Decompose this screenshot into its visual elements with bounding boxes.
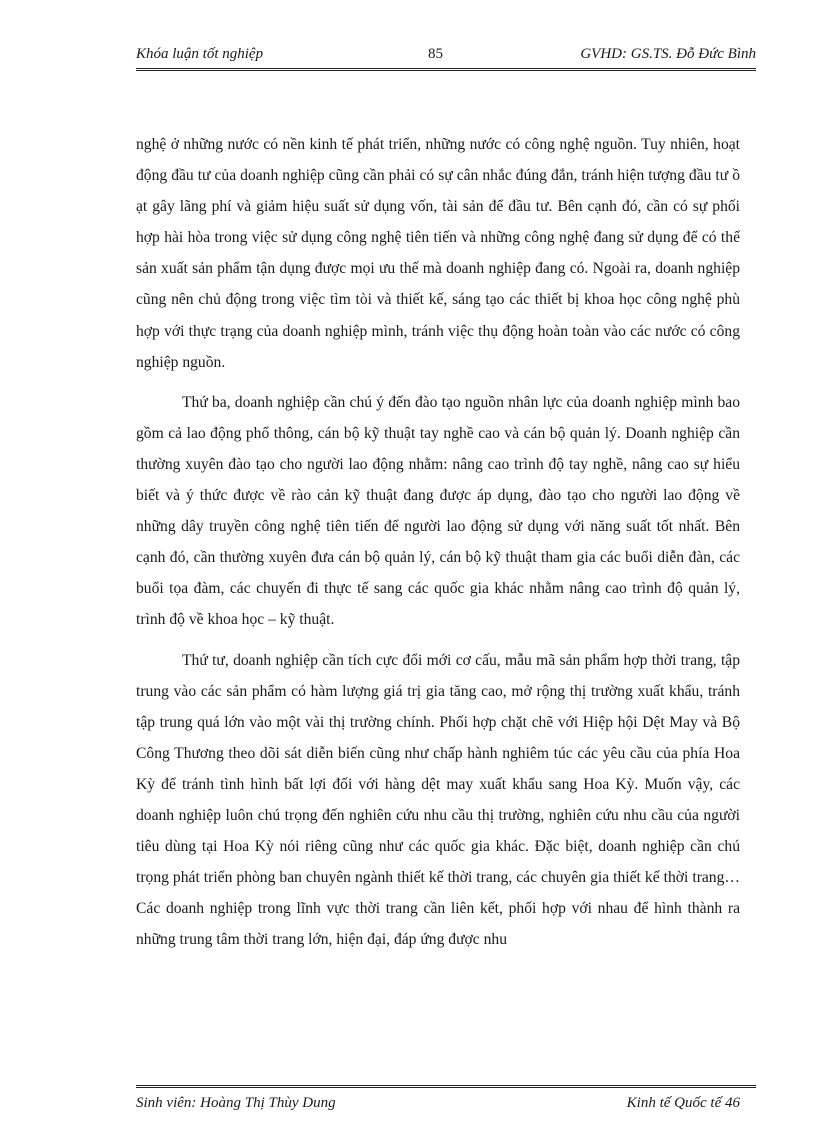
footer-divider: [136, 1085, 756, 1088]
page-header: [136, 44, 756, 66]
student-class: Kinh tế Quốc tế 46: [626, 1095, 740, 1111]
body-text: [136, 129, 740, 964]
student-name: Sinh viên: Hoàng Thị Thùy Dung: [136, 1095, 336, 1111]
paragraph: Thứ ba, doanh nghiệp cần chú ý đến đào tạo nguồn nhân lực của doanh nghiệp mình bao gồm cả lao động phổ thông, cán bộ kỹ thuật tay nghề cao và cán bộ quản lý. Doanh nghiệp cần thường xuyên đào tạo cho người lao động nhằm: nâng cao trình độ tay nghề, nâng cao sự hiểu biết và ý thức được về rào cản kỹ thuật đang được áp dụng, đào tạo cho người lao động về những dây truyền công nghệ tiên tiến để người lao động sử dụng với năng suất tốt nhất. Bên cạnh đó, cần thường xuyên đưa cán bộ quản lý, cán bộ kỹ thuật tham gia các buổi diễn đàn, các buổi tọa đàm, các chuyến đi thực tế sang các quốc gia khác nhằm nâng cao trình độ quản lý, trình độ về khoa học – kỹ thuật.: [136, 393, 740, 629]
header-divider: [136, 68, 756, 71]
supervisor-name: GVHD: GS.TS. Đỗ Đức Bình: [580, 46, 756, 62]
paragraph: nghệ ở những nước có nền kinh tế phát triển, những nước có công nghệ nguồn. Tuy nhiên, hoạt động đầu tư của doanh nghiệp cũng cần phải có sự cân nhắc đúng đắn, tránh hiện tượng đầu tư ồ ạt gây lãng phí và giảm hiệu suất sử dụng vốn, tài sản để đầu tư. Bên cạnh đó, cần có sự phối hợp hài hòa trong việc sử dụng công nghệ tiên tiến và những công nghệ đang sử dụng để có thể sản xuất sản phẩm tận dụng được mọi ưu thế mà doanh nghiệp đang có. Ngoài ra, doanh nghiệp cũng nên chủ động trong việc tìm tòi và thiết kế, sáng tạo các thiết bị khoa học công nghệ phù hợp với thực trạng của doanh nghiệp mình, tránh việc thụ động hoàn toàn vào các nước có công nghiệp nguồn.: [136, 136, 740, 371]
paragraph: Thứ tư, doanh nghiệp cần tích cực đổi mới cơ cấu, mẫu mã sản phẩm hợp thời trang, tập trung vào các sản phẩm có hàm lượng giá trị gia tăng cao, mở rộng thị trường xuất khẩu, tránh tập trung quá lớn vào một vài thị trường chính. Phối hợp chặt chẽ với Hiệp hội Dệt May và Bộ Công Thương theo dõi sát diễn biến cũng như chấp hành nghiêm túc các yêu cầu của phía Hoa Kỳ để tránh tình hình bất lợi đối với hàng dệt may xuất khẩu sang Hoa Kỳ. Muốn vậy, các doanh nghiệp luôn chú trọng đến nghiên cứu nhu cầu thị trường, nghiên cứu nhu cầu của người tiêu dùng tại Hoa Kỳ nói riêng cũng như các quốc gia khác. Đặc biệt, doanh nghiệp cần chú trọng phát triển phòng ban chuyên ngành thiết kế thời trang, các chuyên gia thiết kế thời trang… Các doanh nghiệp trong lĩnh vực thời trang cần liên kết, phối hợp với nhau để hình thành ra những trung tâm thời trang lớn, hiện đại, đáp ứng được nhu: [136, 651, 740, 949]
page-number: 85: [428, 46, 443, 62]
thesis-title: Khóa luận tốt nghiệp: [136, 46, 264, 62]
